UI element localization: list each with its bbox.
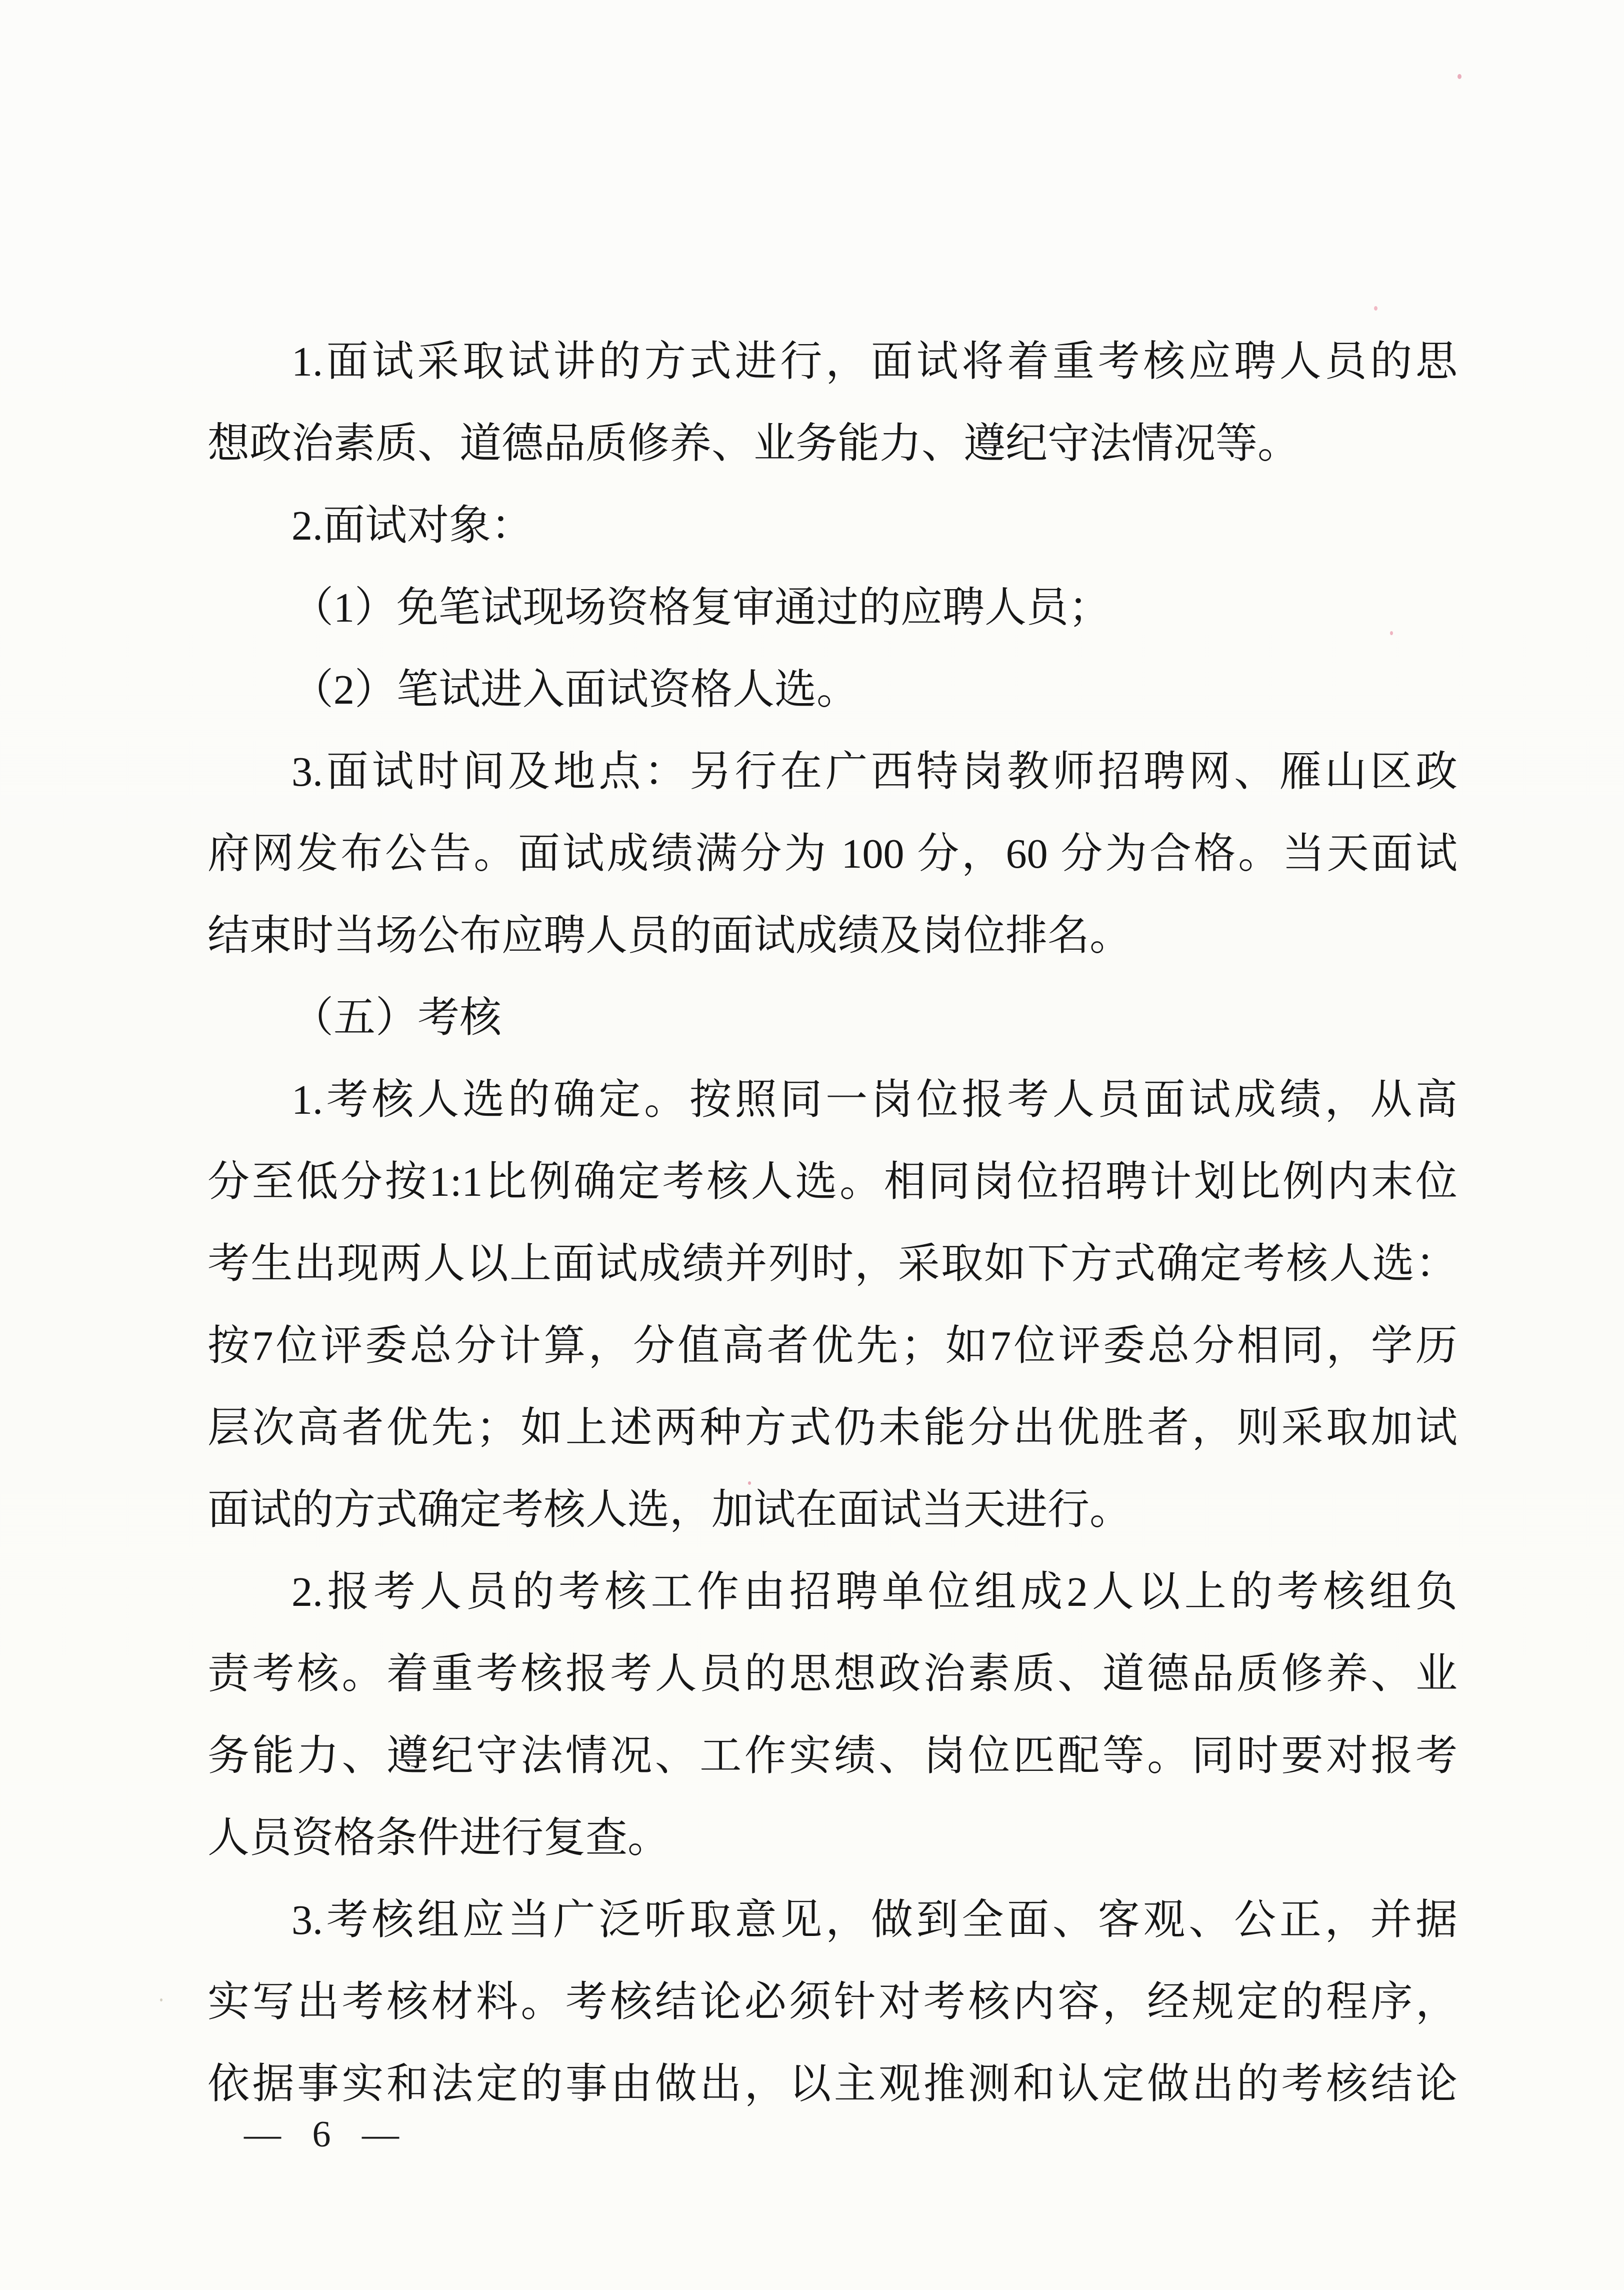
text-line-22: 依据事实和法定的事由做出，以主观推测和认定做出的考核结论 xyxy=(208,2061,1458,2107)
text-line-03: 2.面试对象： xyxy=(292,503,534,549)
text-line-20: 3.考核组应当广泛听取意见，做到全面、客观、公正，并据 xyxy=(292,1897,1458,1943)
page-number: — 6 — xyxy=(244,2114,410,2155)
text-line-02: 想政治素质、道德品质修养、业务能力、遵纪守法情况等。 xyxy=(208,421,1300,467)
text-line-16: 2.报考人员的考核工作由招聘单位组成2人以上的考核组负 xyxy=(292,1569,1458,1615)
text-line-10: 1.考核人选的确定。按照同一岗位报考人员面试成绩，从高 xyxy=(292,1077,1458,1123)
scan-speck xyxy=(1390,631,1393,635)
scan-speck xyxy=(1374,306,1378,311)
text-line-04: （1）免笔试现场资格复审通过的应聘人员； xyxy=(292,585,1111,631)
text-line-05: （2）笔试进入面试资格人选。 xyxy=(292,667,859,713)
text-line-06: 3.面试时间及地点：另行在广西特岗教师招聘网、雁山区政 xyxy=(292,749,1458,795)
text-line-17: 责考核。着重考核报考人员的思想政治素质、道德品质修养、业 xyxy=(208,1651,1458,1697)
text-line-13: 按7位评委总分计算，分值高者优先；如7位评委总分相同，学历 xyxy=(208,1323,1458,1369)
text-line-08: 结束时当场公布应聘人员的面试成绩及岗位排名。 xyxy=(208,913,1132,959)
text-line-12: 考生出现两人以上面试成绩并列时，采取如下方式确定考核人选： xyxy=(208,1241,1458,1287)
text-line-11: 分至低分按1:1比例确定考核人选。相同岗位招聘计划比例内末位 xyxy=(208,1159,1458,1205)
text-line-19: 人员资格条件进行复查。 xyxy=(208,1815,670,1861)
text-line-21: 实写出考核材料。考核结论必须针对考核内容，经规定的程序， xyxy=(208,1979,1458,2025)
text-line-07: 府网发布公告。面试成绩满分为 100 分，60 分为合格。当天面试 xyxy=(208,831,1458,877)
text-line-18: 务能力、遵纪守法情况、工作实绩、岗位匹配等。同时要对报考 xyxy=(208,1733,1458,1779)
scan-speck xyxy=(160,1998,162,2001)
document-text-block xyxy=(208,321,1458,2125)
scan-speck xyxy=(748,1481,751,1485)
text-line-15: 面试的方式确定考核人选，加试在面试当天进行。 xyxy=(208,1487,1132,1533)
text-line-09: （五）考核 xyxy=(292,995,502,1041)
text-line-01: 1.面试采取试讲的方式进行，面试将着重考核应聘人员的思 xyxy=(292,339,1458,385)
scan-speck xyxy=(1458,74,1462,79)
text-line-14: 层次高者优先；如上述两种方式仍未能分出优胜者，则采取加试 xyxy=(208,1405,1458,1451)
